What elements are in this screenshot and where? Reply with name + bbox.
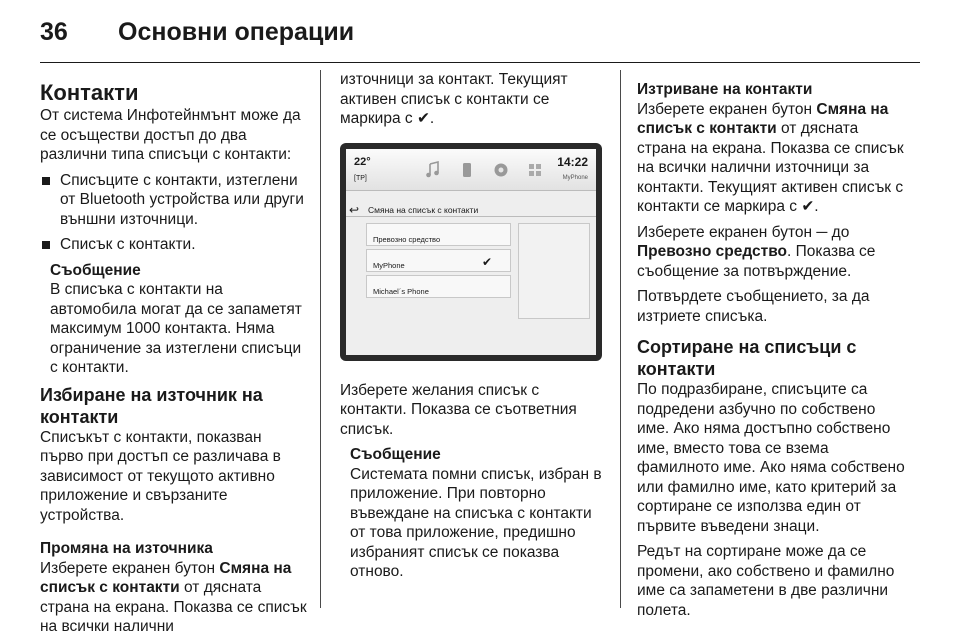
note-text: В списъка с контакти на автомобила могат да се запаметят максимум 1000 контакта. Няма ограничение за изтеглени списъци с контакти. bbox=[50, 281, 302, 376]
change-source-paragraph: Изберете екранен бутон Смяна на списък с контакти от дясната страна на екрана. Показва се списък на всички налични bbox=[40, 559, 307, 635]
screen-list-title: Смяна на списък с контакти bbox=[368, 204, 479, 215]
screen-list-item-myphone[interactable]: MyPhone ✔ bbox=[366, 249, 511, 272]
screen-separator bbox=[346, 216, 596, 217]
screen-list-item-michaels-phone[interactable]: Michael´s Phone bbox=[366, 275, 511, 298]
column-2 bbox=[340, 70, 608, 588]
note-title: Съобщение bbox=[350, 446, 441, 463]
section-title-source: Избиране на източник на контакти bbox=[40, 384, 263, 427]
column-3 bbox=[637, 70, 907, 626]
button-reference: Смяна на списък с контакти bbox=[40, 559, 292, 596]
button-reference: Смяна на списък с контакти bbox=[637, 100, 889, 137]
screen-tp-indicator: [TP] bbox=[354, 174, 367, 182]
back-icon[interactable]: ↩ bbox=[349, 202, 360, 217]
delete-paragraph-2: Изберете екранен бутон ─ до Превозно средство. Показва се съобщение за потвърждение. bbox=[637, 223, 876, 280]
check-icon: ✔ bbox=[481, 254, 492, 269]
page-header bbox=[40, 12, 354, 52]
section-title-sort: Сортиране на списъци с контакти bbox=[637, 337, 857, 379]
bullet-list bbox=[40, 171, 308, 255]
header-rule bbox=[40, 62, 920, 63]
subsection-title-delete: Изтриване на контакти bbox=[637, 81, 813, 98]
select-list-paragraph: Изберете желания списък с контакти. Показва се съответния списък. bbox=[340, 381, 577, 438]
sort-paragraph-1: По подразбиране, списъците са подредени азбучно по собствено име. Ако няма достъпно собствено име, вместо това се взема фамилното име. Ако няма собствено или фамилно име, като критерий за сортиране се използва един от първите въведени знаци. bbox=[637, 381, 905, 535]
list-item: Списък с контакти. bbox=[40, 235, 308, 255]
note-title: Съобщение bbox=[50, 261, 141, 279]
page-title: Основни операции bbox=[118, 17, 355, 46]
screen-status-bar bbox=[346, 149, 596, 191]
note-box bbox=[340, 445, 608, 582]
delete-paragraph-1: Изберете екранен бутон Смяна на списък с контакти от дясната страна на екрана. Показва се списък на всички налични източници за контакти. Текущият активен списък с контакти се маркира с ✔. bbox=[637, 100, 904, 215]
screen-phone-name: MyPhone bbox=[562, 174, 588, 181]
infotainment-screen-illustration bbox=[340, 143, 602, 361]
button-reference: Превозно средство bbox=[637, 243, 788, 260]
screen-clock: 14:22 bbox=[557, 154, 588, 169]
list-item: Списъците с контакти, изтеглени от Bluetooth устройства или други външни източници. bbox=[40, 171, 308, 230]
source-paragraph: Списъкът с контакти, показван първо при достъп се различава в зависимост от текущото активно приложение и свързаните устройства. bbox=[40, 428, 281, 524]
page-number: 36 bbox=[40, 17, 68, 46]
continued-paragraph: източници за контакт. Текущият активен списък с контакти се маркира с ✔. bbox=[340, 71, 568, 127]
delete-paragraph-3: Потвърдете съобщението, за да изтриете списъка. bbox=[637, 288, 870, 325]
sort-paragraph-2: Редът на сортиране може да се промени, ако собствено и фамилно име са запаметени в две различни полета. bbox=[637, 543, 895, 619]
screen-temperature: 22° bbox=[354, 155, 371, 168]
column-divider bbox=[620, 70, 621, 608]
screen-list-item-vehicle[interactable]: Превозно средство bbox=[366, 223, 511, 246]
subsection-title-change-source: Промяна на източника bbox=[40, 540, 213, 557]
phone-icon bbox=[458, 161, 476, 179]
intro-paragraph: От система Инфотейнмънт може да се осъществи достъп до два различни типа списъци с контакти: bbox=[40, 107, 301, 163]
column-divider bbox=[320, 70, 321, 608]
section-title-contacts: Контакти bbox=[40, 80, 139, 105]
column-1 bbox=[40, 70, 308, 642]
music-icon bbox=[424, 161, 442, 179]
apps-icon bbox=[526, 161, 544, 179]
screen-side-panel bbox=[518, 223, 590, 319]
note-text: Системата помни списък, избран в приложение. При повторно въвеждане на списъка с контакти от това приложение, предишно избраният списък се показва отново. bbox=[350, 465, 602, 580]
note-box bbox=[40, 261, 308, 378]
settings-icon bbox=[492, 161, 510, 179]
screen-display bbox=[346, 149, 596, 355]
